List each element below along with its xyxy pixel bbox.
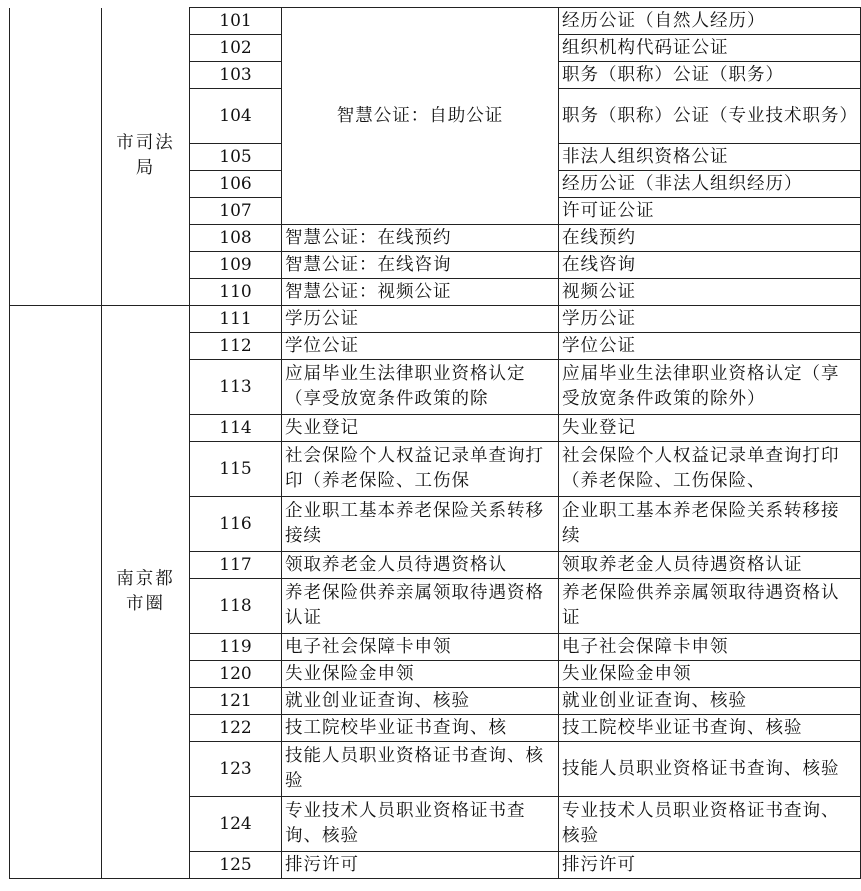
item-cell: 就业创业证查询、核验 bbox=[282, 688, 559, 715]
merged-item-cell: 智慧公证：自助公证 bbox=[282, 8, 559, 225]
row-number: 108 bbox=[190, 225, 282, 252]
region-cell-blank bbox=[10, 8, 102, 306]
row-number: 105 bbox=[190, 144, 282, 171]
item-cell: 失业登记 bbox=[282, 415, 559, 442]
row-number: 121 bbox=[190, 688, 282, 715]
detail-cell: 在线咨询 bbox=[559, 252, 861, 279]
item-cell: 智慧公证：视频公证 bbox=[282, 279, 559, 306]
region-cell-blank bbox=[10, 306, 102, 879]
detail-cell: 养老保险供养亲属领取待遇资格认证 bbox=[559, 579, 861, 634]
item-cell: 企业职工基本养老保险关系转移接续 bbox=[282, 497, 559, 552]
item-cell: 智慧公证：在线咨询 bbox=[282, 252, 559, 279]
detail-cell: 排污许可 bbox=[559, 852, 861, 879]
unit-cell bbox=[102, 8, 190, 306]
detail-cell: 视频公证 bbox=[559, 279, 861, 306]
row-number: 103 bbox=[190, 62, 282, 89]
row-number: 102 bbox=[190, 35, 282, 62]
detail-cell: 许可证公证 bbox=[559, 198, 861, 225]
item-cell: 失业保险金申领 bbox=[282, 661, 559, 688]
detail-cell: 失业登记 bbox=[559, 415, 861, 442]
service-table bbox=[9, 7, 861, 879]
row-number: 124 bbox=[190, 797, 282, 852]
detail-cell: 经历公证（非法人组织经历） bbox=[559, 171, 861, 198]
item-cell: 智慧公证：在线预约 bbox=[282, 225, 559, 252]
row-number: 113 bbox=[190, 360, 282, 415]
row-number: 109 bbox=[190, 252, 282, 279]
item-cell bbox=[282, 360, 559, 415]
row-number: 122 bbox=[190, 715, 282, 742]
detail-cell: 职务（职称）公证（专业技术职务） bbox=[559, 89, 861, 144]
item-cell bbox=[282, 552, 559, 579]
detail-cell: 学历公证 bbox=[559, 306, 861, 333]
item-cell: 技能人员职业资格证书查询、核验 bbox=[282, 742, 559, 797]
unit-label: 南京都市圈 bbox=[116, 569, 175, 614]
detail-text: 应届毕业生法律职业资格认定（享受放宽条件政策的除外） bbox=[562, 364, 840, 409]
detail-cell bbox=[559, 360, 861, 415]
row-number: 106 bbox=[190, 171, 282, 198]
row-number: 119 bbox=[190, 634, 282, 661]
item-cell bbox=[282, 715, 559, 742]
detail-cell: 失业保险金申领 bbox=[559, 661, 861, 688]
table-row bbox=[10, 8, 861, 35]
row-number: 107 bbox=[190, 198, 282, 225]
item-cell: 排污许可 bbox=[282, 852, 559, 879]
detail-cell: 技能人员职业资格证书查询、核验 bbox=[559, 742, 861, 797]
detail-cell: 企业职工基本养老保险关系转移接续 bbox=[559, 497, 861, 552]
row-number: 117 bbox=[190, 552, 282, 579]
item-text: 技工院校毕业证书查询、核 bbox=[285, 717, 507, 738]
item-cell: 学历公证 bbox=[282, 306, 559, 333]
row-number: 114 bbox=[190, 415, 282, 442]
row-number: 101 bbox=[190, 8, 282, 35]
row-number: 112 bbox=[190, 333, 282, 360]
unit-label: 市司法局 bbox=[116, 133, 175, 179]
detail-cell: 职务（职称）公证（职务） bbox=[559, 62, 861, 89]
item-cell bbox=[282, 442, 559, 497]
detail-text: 技工院校毕业证书查询、核验 bbox=[562, 717, 803, 738]
detail-cell: 专业技术人员职业资格证书查询、核验 bbox=[559, 797, 861, 852]
row-number: 116 bbox=[190, 497, 282, 552]
row-number: 123 bbox=[190, 742, 282, 797]
detail-cell: 电子社会保障卡申领 bbox=[559, 634, 861, 661]
detail-cell: 非法人组织资格公证 bbox=[559, 144, 861, 171]
detail-cell: 学位公证 bbox=[559, 333, 861, 360]
item-cell: 学位公证 bbox=[282, 333, 559, 360]
detail-cell: 就业创业证查询、核验 bbox=[559, 688, 861, 715]
item-cell: 专业技术人员职业资格证书查询、核验 bbox=[282, 797, 559, 852]
detail-cell bbox=[559, 715, 861, 742]
item-text: 领取养老金人员待遇资格认 bbox=[285, 554, 507, 575]
row-number: 110 bbox=[190, 279, 282, 306]
detail-cell: 经历公证（自然人经历） bbox=[559, 8, 861, 35]
row-number: 104 bbox=[190, 89, 282, 144]
item-cell: 电子社会保障卡申领 bbox=[282, 634, 559, 661]
detail-cell bbox=[559, 552, 861, 579]
unit-cell bbox=[102, 306, 190, 879]
detail-text: 社会保险个人权益记录单查询打印（养老保险、工伤保险、 bbox=[562, 446, 840, 491]
item-text: 应届毕业生法律职业资格认定（享受放宽条件政策的除 bbox=[285, 364, 526, 409]
row-number: 120 bbox=[190, 661, 282, 688]
detail-cell: 在线预约 bbox=[559, 225, 861, 252]
detail-text: 领取养老金人员待遇资格认证 bbox=[562, 554, 803, 575]
item-text: 社会保险个人权益记录单查询打印（养老保险、工伤保 bbox=[285, 446, 544, 491]
detail-cell bbox=[559, 442, 861, 497]
row-number: 118 bbox=[190, 579, 282, 634]
row-number: 115 bbox=[190, 442, 282, 497]
row-number: 111 bbox=[190, 306, 282, 333]
table-row bbox=[10, 306, 861, 333]
row-number: 125 bbox=[190, 852, 282, 879]
item-cell: 养老保险供养亲属领取待遇资格认证 bbox=[282, 579, 559, 634]
detail-cell: 组织机构代码证公证 bbox=[559, 35, 861, 62]
